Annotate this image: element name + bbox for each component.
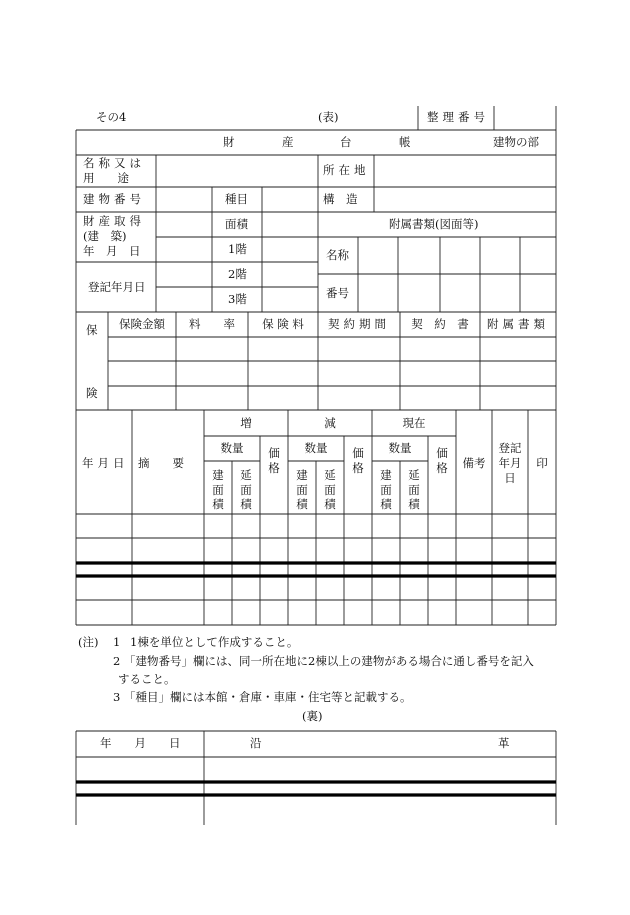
insurance-label-bottom: 険: [86, 386, 98, 400]
notes-label: (注): [78, 635, 99, 649]
location-label: 所在地: [323, 163, 370, 177]
note-2-line-2: すること。: [118, 672, 176, 686]
increase-header: 増: [240, 416, 252, 430]
remarks-header: 備考: [462, 456, 486, 470]
insurance-label-top: 保: [86, 323, 98, 337]
history-header-char-2: 革: [498, 736, 510, 750]
ledger-summary-header: 摘 要: [138, 456, 184, 470]
increase-floor-area-header: 建面積: [212, 468, 224, 511]
attached-docs-label: 附属書類(図面等): [389, 217, 479, 231]
insurance-rate-header: 料 率: [189, 317, 235, 331]
title-char-2: 産: [282, 135, 294, 149]
increase-price-header: 価格: [268, 446, 280, 475]
building-number-label: 建物番号: [83, 192, 145, 206]
form-number: その4: [96, 110, 127, 124]
premium-header: 保 険 料: [262, 317, 304, 331]
acquisition-label-1: 財産取得: [83, 214, 145, 228]
note-3: 「種目」欄には本館・倉庫・車庫・住宅等と記載する。: [124, 690, 412, 704]
doc-name-label: 名称: [326, 248, 349, 262]
floor-3-label: 3階: [228, 292, 247, 306]
floor-1-label: 1階: [228, 242, 247, 256]
decrease-floor-area-header: 建面積: [296, 468, 308, 511]
section-label: 建物の部: [493, 135, 539, 149]
floor-2-label: 2階: [228, 267, 247, 281]
title-char-4: 帳: [399, 135, 411, 149]
current-price-header: 価格: [436, 446, 448, 475]
insurance-amount-header: 保険金額: [119, 317, 165, 331]
history-header-char-1: 沿: [250, 736, 262, 750]
decrease-price-header: 価格: [352, 446, 364, 475]
name-use-label-1: 名称又は: [83, 156, 145, 170]
reference-number-label: 整理番号: [427, 110, 489, 124]
decrease-total-area-header: 延面積: [324, 468, 336, 511]
title-char-1: 財: [223, 135, 235, 149]
current-floor-area-header: 建面積: [380, 468, 392, 511]
decrease-quantity-header: 数量: [304, 441, 328, 455]
increase-quantity-header: 数量: [220, 441, 244, 455]
note-1-number: 1: [113, 635, 121, 649]
registration-date-label: 登記年月日: [88, 280, 146, 294]
note-3-number: 3: [113, 690, 121, 704]
contract-doc-header: 契 約 書: [411, 317, 469, 331]
note-1: 1棟を単位として作成すること。: [130, 635, 299, 649]
acquisition-label-3: 年 月 日: [83, 244, 141, 258]
front-side-label: (表): [318, 110, 339, 124]
area-label: 面積: [225, 217, 248, 231]
current-quantity-header: 数量: [388, 441, 412, 455]
contract-period-header: 契約期間: [328, 317, 390, 331]
note-2-number: 2: [113, 654, 121, 668]
ledger-reg-date-header: 登記年月日: [498, 441, 522, 485]
note-2-line-1: 「建物番号」欄には、同一所在地に2棟以上の建物がある場合に通し番号を記入: [124, 654, 534, 668]
acquisition-label-2: (建 築): [83, 229, 127, 243]
back-side-label: (裏): [302, 709, 323, 723]
current-total-area-header: 延面積: [408, 468, 420, 511]
increase-total-area-header: 延面積: [240, 468, 252, 511]
ins-attached-header: 附属書類: [487, 317, 549, 331]
kind-label: 種目: [225, 192, 248, 206]
name-use-label-2: 用 途: [83, 171, 129, 185]
decrease-header: 減: [324, 416, 336, 430]
title-char-3: 台: [340, 135, 352, 149]
current-header: 現在: [402, 416, 426, 430]
seal-header: 印: [536, 456, 548, 470]
doc-number-label: 番号: [326, 286, 349, 300]
ledger-date-header: 年月日: [82, 456, 129, 470]
history-date-header: 年 月 日: [100, 736, 181, 750]
structure-label: 構 造: [323, 192, 358, 206]
